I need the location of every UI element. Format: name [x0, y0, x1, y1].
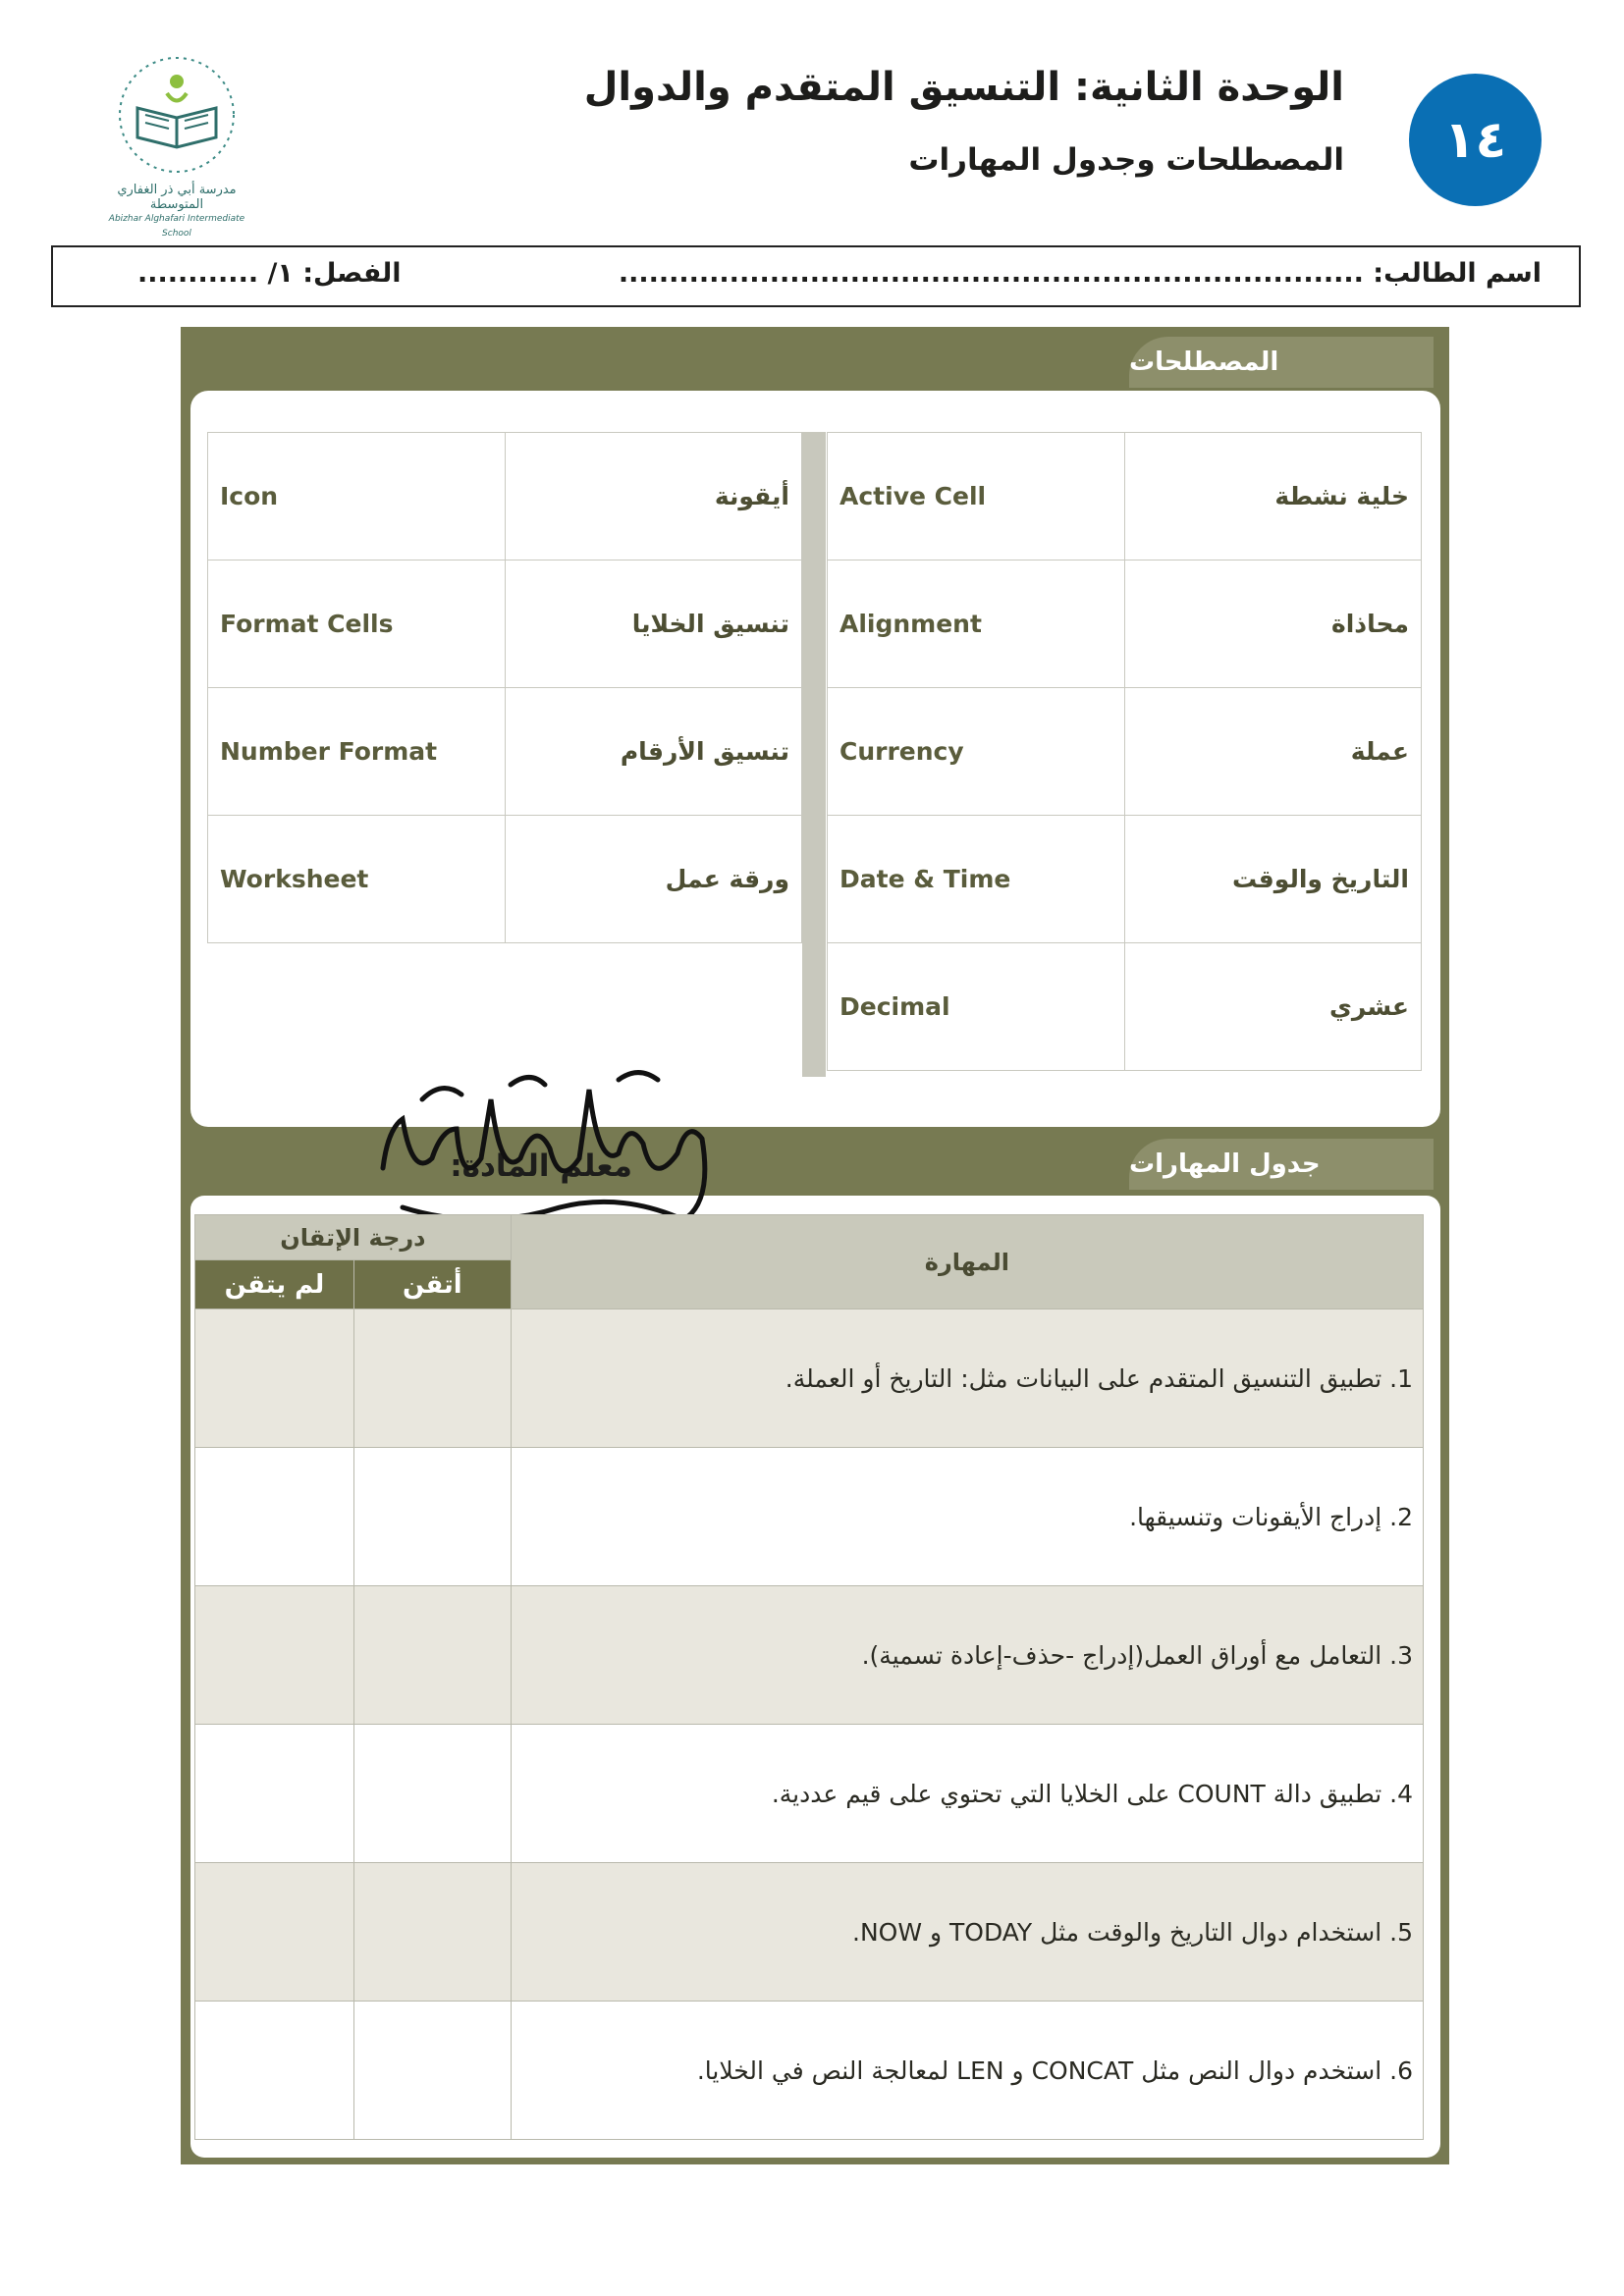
not-mastered-cell[interactable]: [195, 1309, 354, 1448]
glossary-row: [208, 688, 802, 816]
mastered-header: أتقن: [353, 1260, 511, 1309]
mastered-cell[interactable]: [353, 1863, 511, 2002]
skill-row: [195, 1309, 1424, 1448]
teacher-label: معلم المادة:: [450, 1148, 632, 1184]
term-ar: ورقة عمل: [505, 816, 801, 943]
term-ar: التاريخ والوقت: [1124, 816, 1421, 943]
skill-row: [195, 1448, 1424, 1586]
not-mastered-cell[interactable]: [195, 1725, 354, 1863]
not-mastered-header: لم يتقن: [195, 1260, 354, 1309]
term-ar: عشري: [1124, 943, 1421, 1071]
glossary-row: [208, 816, 802, 943]
mastery-header: درجة الإتقان: [195, 1215, 512, 1260]
skill-text: 3. التعامل مع أوراق العمل(إدراج -حذف-إعادة تسمية).: [511, 1586, 1423, 1725]
skills-heading: جدول المهارات: [1129, 1139, 1434, 1190]
skill-row: [195, 2002, 1424, 2140]
term-ar: تنسيق الخلايا: [505, 561, 801, 688]
mastered-cell[interactable]: [353, 2002, 511, 2140]
unit-subtitle: المصطلحات وجدول المهارات: [908, 142, 1344, 178]
not-mastered-cell[interactable]: [195, 1863, 354, 2002]
not-mastered-cell[interactable]: [195, 1448, 354, 1586]
school-name-en: Abizhar Alghafari Intermediate School: [108, 214, 245, 239]
skill-text: 6. استخدم دوال النص مثل CONCAT و LEN لمعالجة النص في الخلايا.: [511, 2002, 1423, 2140]
skills-table: [194, 1214, 1424, 2140]
skill-row: [195, 1586, 1424, 1725]
mastered-cell[interactable]: [353, 1309, 511, 1448]
term-ar: محاذاة: [1124, 561, 1421, 688]
term-ar: خلية نشطة: [1124, 433, 1421, 561]
term-en: Worksheet: [208, 816, 506, 943]
term-ar: أيقونة: [505, 433, 801, 561]
term-en: Active Cell: [828, 433, 1125, 561]
student-class-field[interactable]: الفصل: ١/ ............: [137, 258, 402, 289]
skill-text: 1. تطبيق التنسيق المتقدم على البيانات مثل: التاريخ أو العملة.: [511, 1309, 1423, 1448]
skill-text: 2. إدراج الأيقونات وتنسيقها.: [511, 1448, 1423, 1586]
page-number-badge: ١٤: [1409, 74, 1542, 206]
glossary-row: [828, 561, 1422, 688]
glossary-row: [828, 688, 1422, 816]
school-name: [93, 183, 260, 241]
term-en: Format Cells: [208, 561, 506, 688]
term-ar: عملة: [1124, 688, 1421, 816]
student-name-field[interactable]: اسم الطالب: ..........................................................................: [618, 258, 1542, 289]
school-name-ar: مدرسة أبي ذر الغفاري المتوسطة: [117, 183, 237, 212]
term-en: Decimal: [828, 943, 1125, 1071]
glossary-table-right: [827, 432, 1422, 1071]
glossary-row: [828, 943, 1422, 1071]
skill-row: [195, 1725, 1424, 1863]
not-mastered-cell[interactable]: [195, 1586, 354, 1725]
skill-header: المهارة: [511, 1215, 1423, 1309]
glossary-row: [208, 433, 802, 561]
term-en: Currency: [828, 688, 1125, 816]
mastered-cell[interactable]: [353, 1448, 511, 1586]
glossary-table-left: [207, 432, 802, 943]
glossary-row: [828, 816, 1422, 943]
term-en: Date & Time: [828, 816, 1125, 943]
glossary-heading: المصطلحات: [1129, 337, 1434, 388]
unit-title: الوحدة الثانية: التنسيق المتقدم والدوال: [583, 65, 1344, 110]
term-ar: تنسيق الأرقام: [505, 688, 801, 816]
skill-row: [195, 1863, 1424, 2002]
skill-text: 5. استخدام دوال التاريخ والوقت مثل TODAY و NOW.: [511, 1863, 1423, 2002]
skill-text: 4. تطبيق دالة COUNT على الخلايا التي تحتوي على قيم عددية.: [511, 1725, 1423, 1863]
glossary-row: [208, 561, 802, 688]
term-en: Icon: [208, 433, 506, 561]
glossary-divider: [802, 432, 826, 1077]
glossary-row: [828, 433, 1422, 561]
not-mastered-cell[interactable]: [195, 2002, 354, 2140]
term-en: Alignment: [828, 561, 1125, 688]
term-en: Number Format: [208, 688, 506, 816]
mastered-cell[interactable]: [353, 1725, 511, 1863]
mastered-cell[interactable]: [353, 1586, 511, 1725]
